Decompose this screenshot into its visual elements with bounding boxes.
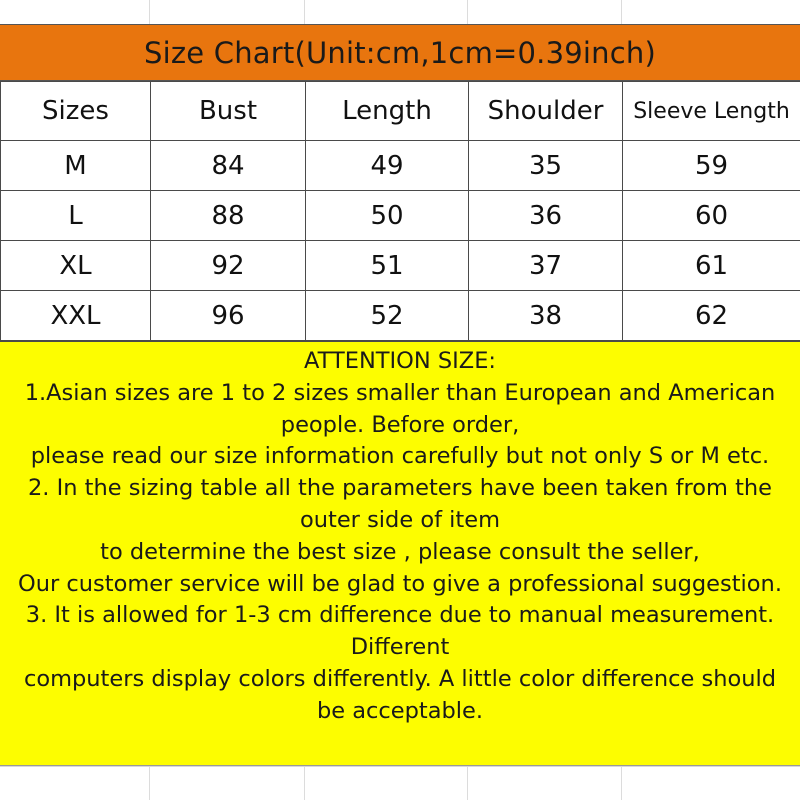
table-row	[1, 241, 800, 291]
table-row	[1, 291, 800, 341]
cell-length: 50	[306, 191, 469, 241]
cell-bust: 84	[151, 141, 306, 191]
header-bust: Bust	[151, 82, 306, 141]
table-row	[1, 141, 800, 191]
size-chart-title: Size Chart(Unit:cm,1cm=0.39inch)	[0, 24, 800, 81]
notice-line: outer side of item	[299, 506, 501, 533]
cell-size: XXL	[1, 291, 151, 341]
cell-length: 49	[306, 141, 469, 191]
notice-line: 1.Asian sizes are 1 to 2 sizes smaller than European and American	[24, 379, 776, 406]
attention-notice	[0, 341, 800, 766]
header-shoulder: Shoulder	[469, 82, 623, 141]
notice-line: be acceptable.	[316, 697, 484, 724]
cell-length: 52	[306, 291, 469, 341]
notice-line: 2. In the sizing table all the parameters have been taken from the	[27, 475, 773, 502]
header-sizes: Sizes	[1, 82, 151, 141]
cell-shoulder: 37	[469, 241, 623, 291]
cell-shoulder: 35	[469, 141, 623, 191]
cell-sleeve-length: 62	[623, 291, 800, 341]
cell-bust: 96	[151, 291, 306, 341]
spreadsheet-grid-top	[0, 0, 800, 24]
notice-line: 3. It is allowed for 1-3 cm difference due to manual measurement.	[25, 602, 775, 629]
header-length: Length	[306, 82, 469, 141]
cell-sleeve-length: 61	[623, 241, 800, 291]
cell-size: L	[1, 191, 151, 241]
cell-size: XL	[1, 241, 151, 291]
cell-shoulder: 36	[469, 191, 623, 241]
cell-size: M	[1, 141, 151, 191]
cell-bust: 88	[151, 191, 306, 241]
notice-line: please read our size information carefully but not only S or M etc.	[30, 443, 770, 470]
notice-line: computers display colors differently. A little color difference should	[23, 665, 777, 692]
notice-heading: ATTENTION SIZE:	[304, 348, 496, 374]
cell-shoulder: 38	[469, 291, 623, 341]
cell-sleeve-length: 60	[623, 191, 800, 241]
cell-length: 51	[306, 241, 469, 291]
spreadsheet-grid-bottom	[0, 766, 800, 800]
size-table	[0, 81, 800, 341]
notice-line: people. Before order,	[280, 411, 520, 438]
cell-sleeve-length: 59	[623, 141, 800, 191]
notice-line: Our customer service will be glad to give a professional suggestion.	[18, 570, 782, 597]
header-sleeve-length: Sleeve Length	[623, 82, 800, 141]
cell-bust: 92	[151, 241, 306, 291]
table-row	[1, 191, 800, 241]
notice-line: to determine the best size , please consult the seller,	[100, 538, 700, 565]
notice-line: Different	[350, 634, 450, 661]
table-header-row	[1, 82, 800, 141]
